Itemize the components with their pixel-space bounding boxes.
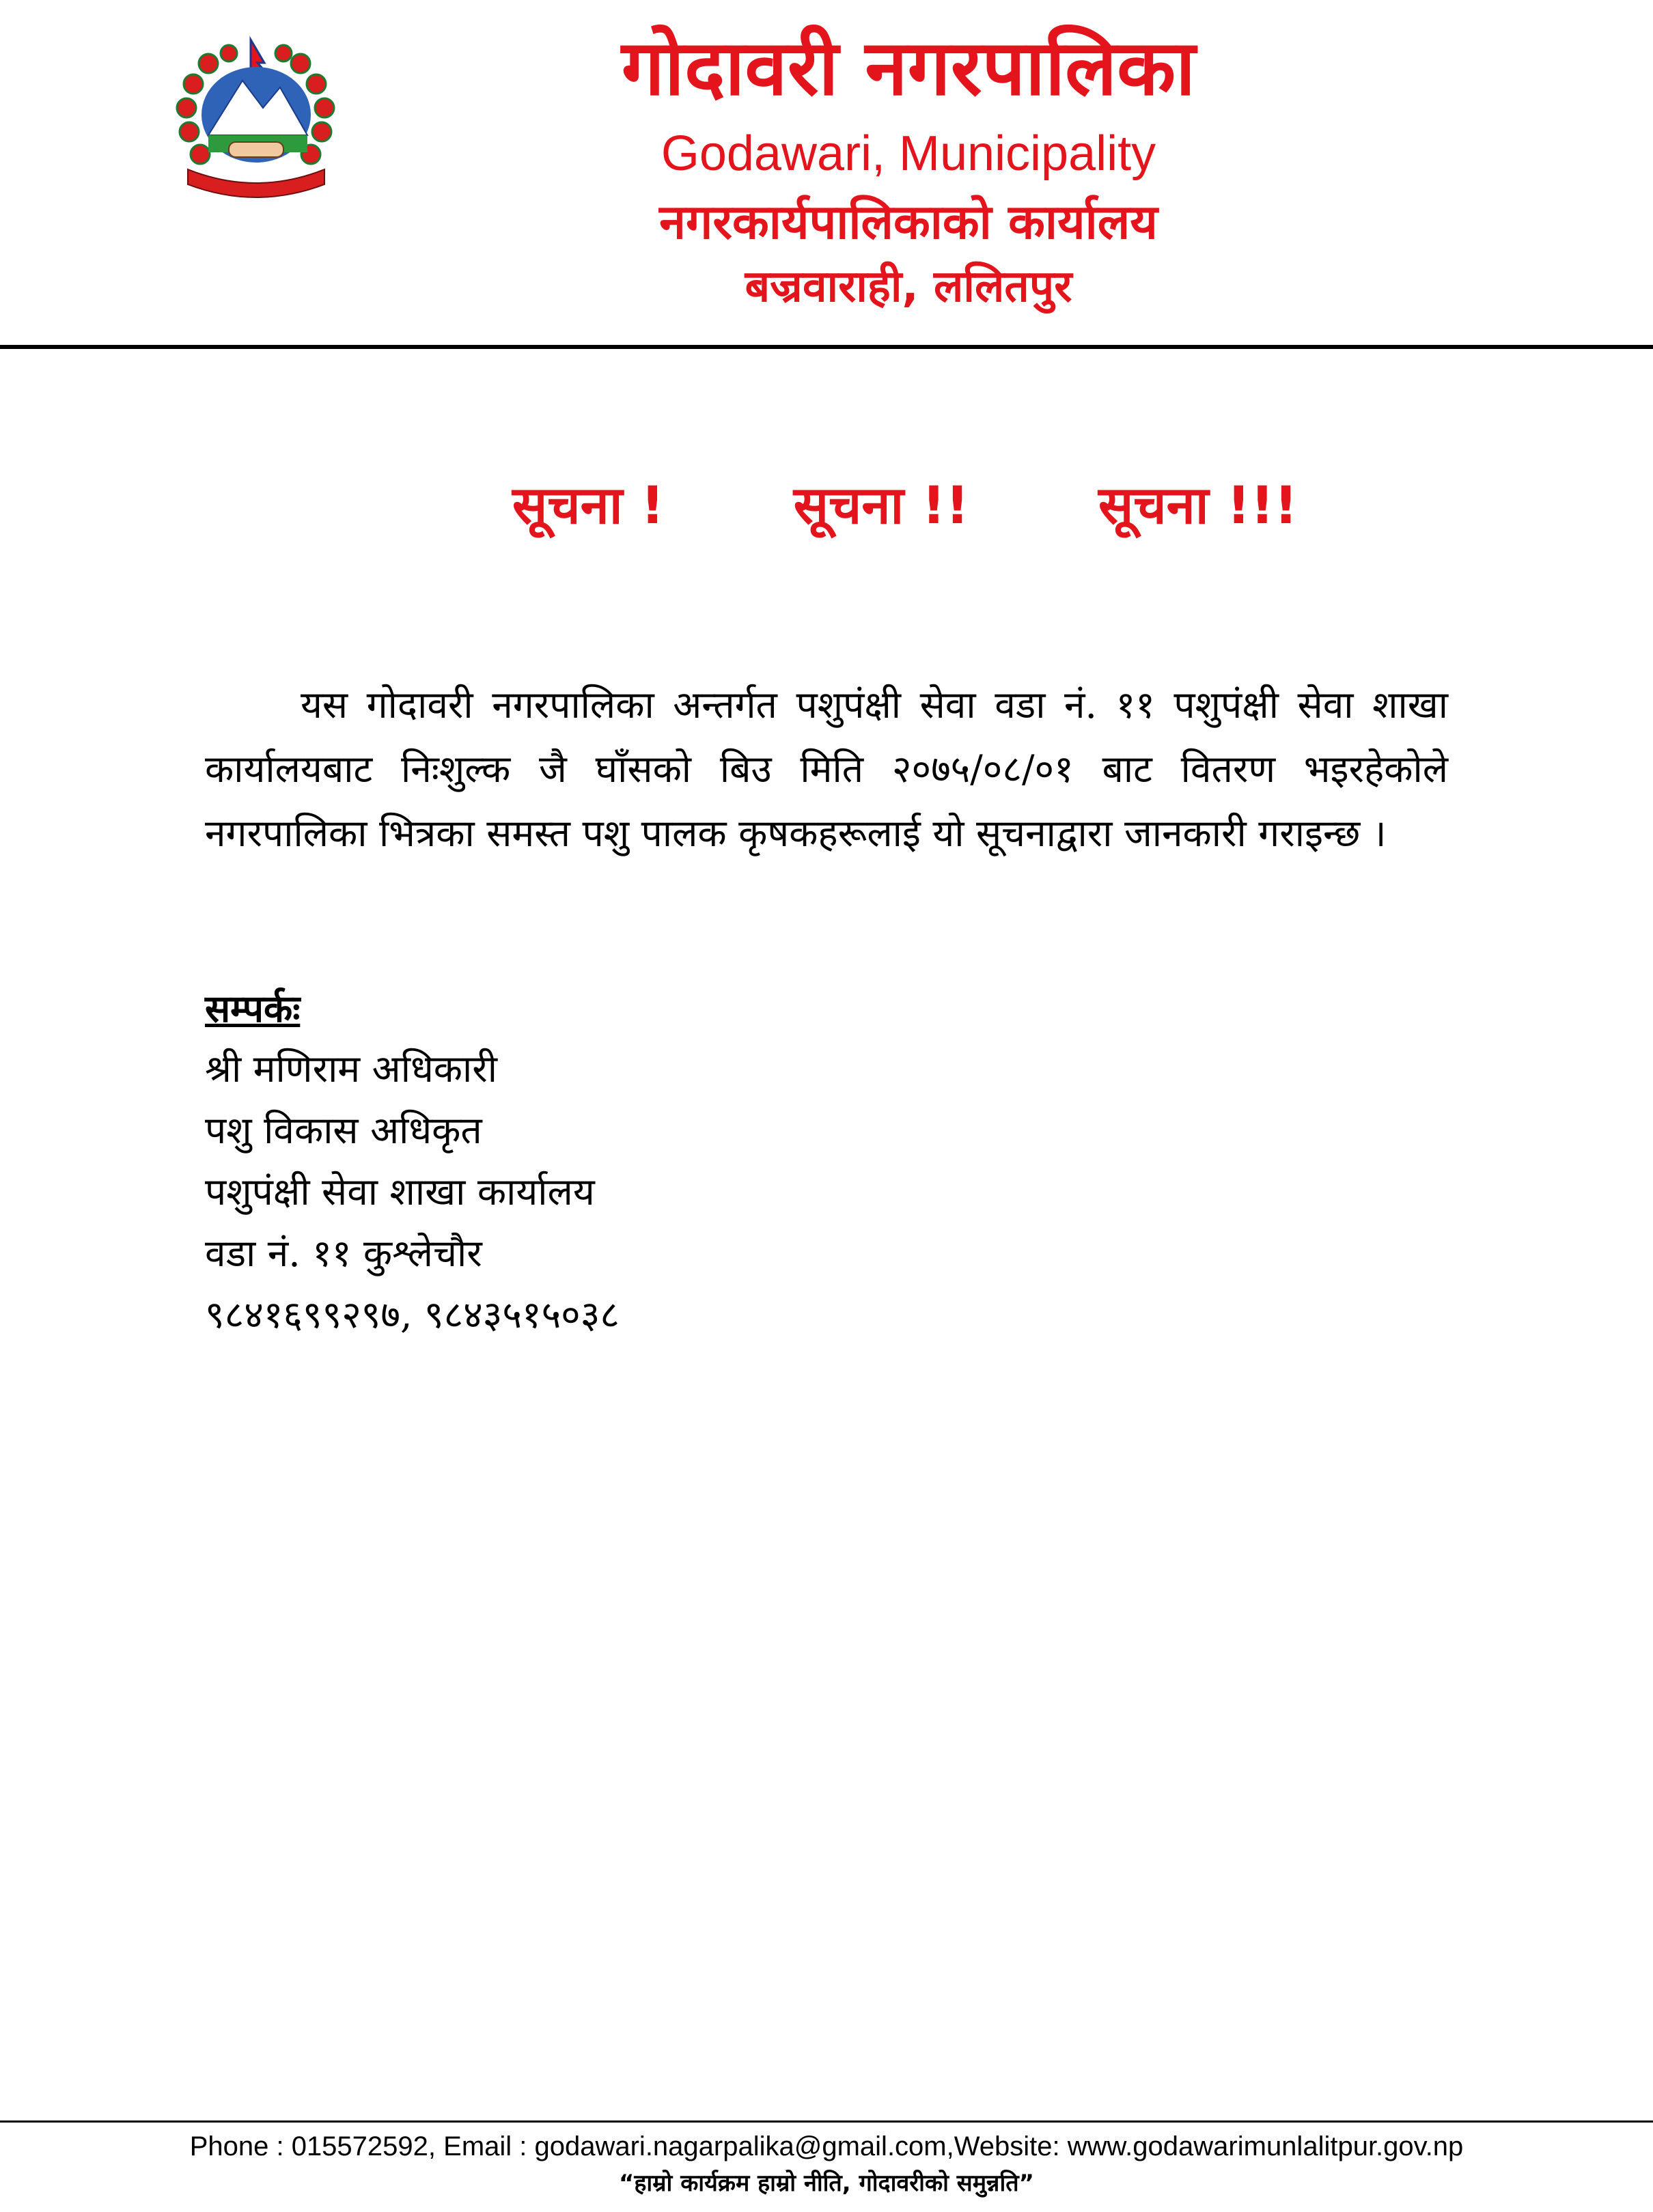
footer-divider <box>0 2120 1653 2123</box>
contact-phone-numbers: ९८४१६९९२९७, ९८४३५१५०३८ <box>205 1293 620 1336</box>
municipality-name-english: Godawari, Municipality <box>661 126 1156 181</box>
notice-title <box>512 471 1298 540</box>
contact-heading: सम्पर्कः <box>205 986 301 1031</box>
office-name: नगरकार्यपालिकाको कार्यालय <box>659 194 1158 250</box>
footer-slogan: “हाम्रो कार्यक्रम हाम्रो नीति, गोदावरीको समुन्नति” <box>619 2170 1034 2197</box>
footer-contact-info: Phone : 015572592, Email : godawari.nagarpalika@gmail.com,Website: www.godawarimunlalitpur.gov.np <box>189 2131 1464 2161</box>
notice-title-1: सूचना ! <box>512 475 665 535</box>
contact-office: पशुपंक्षी सेवा शाखा कार्यालय <box>205 1170 595 1214</box>
notice-title-2: सूचना !! <box>793 475 969 535</box>
municipality-name-nepali: गोदावरी नगरपालिका <box>621 24 1196 113</box>
notice-body: यस गोदावरी नगरपालिका अन्तर्गत पशुपंक्षी सेवा वडा नं. ११ पशुपंक्षी सेवा शाखा कार्यालयबाट निःशुल्क जै घाँसको बिउ मिति २०७५/०८/०१ बाट वितरण भइरहेकोले नगरपालिका भित्रका समस्त पशु पालक कृषकहरूलाई यो सूचनाद्वारा जानकारी गराइन्छ । <box>205 683 1448 855</box>
contact-person-name: श्री मणिराम अधिकारी <box>205 1047 497 1091</box>
office-address: बज्रवाराही, ललितपुर <box>745 262 1072 312</box>
contact-person-title: पशु विकास अधिकृत <box>205 1108 482 1152</box>
contact-ward: वडा नं. ११ कुश्लेचौर <box>205 1231 482 1275</box>
notice-title-3: सूचना !!! <box>1098 475 1298 535</box>
contact-details <box>205 1038 620 1345</box>
header-divider <box>0 345 1653 349</box>
